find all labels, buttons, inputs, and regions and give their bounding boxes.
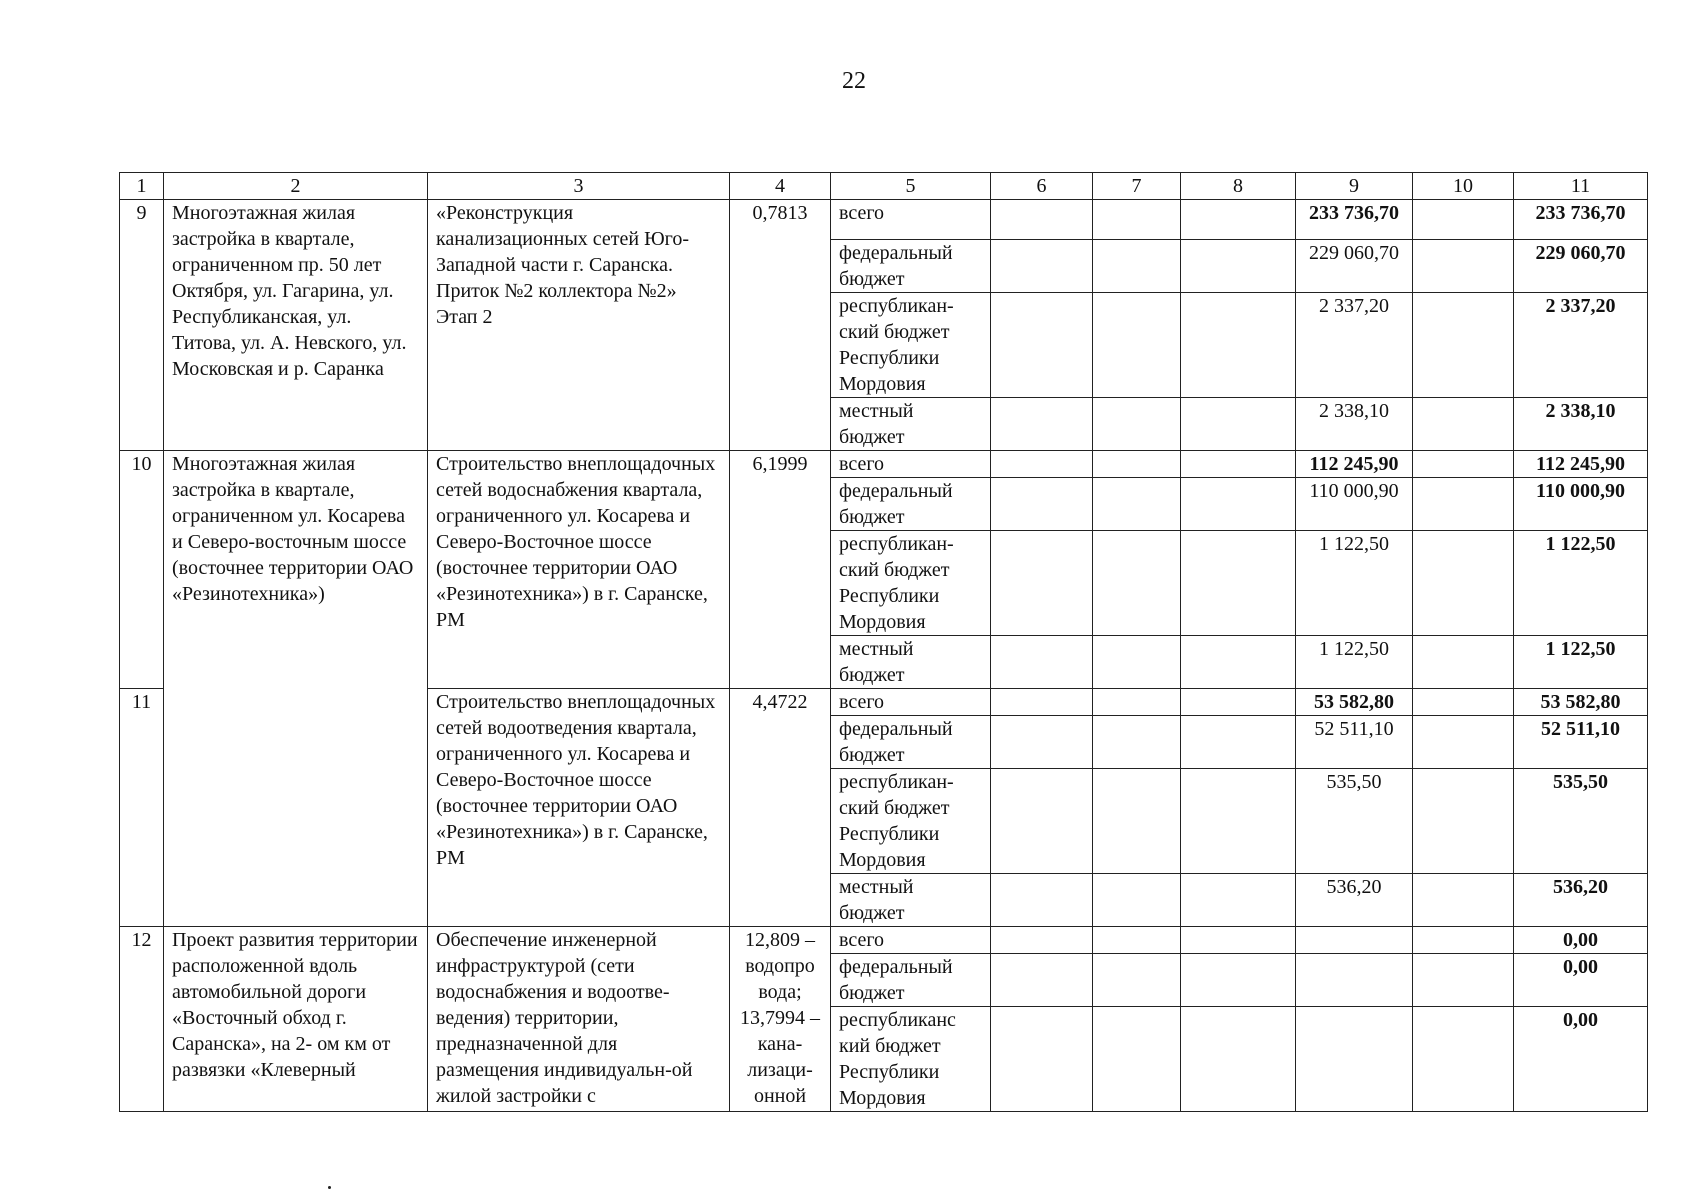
- table-row: [120, 451, 1648, 478]
- amount-total: 53 582,80: [1514, 689, 1648, 716]
- amount-col9: [1296, 1007, 1413, 1112]
- empty-cell: [1181, 240, 1296, 293]
- funding-source: федеральный бюджет: [831, 716, 991, 769]
- capacity-value: 12,809 – водопро вода; 13,7994 – кана-лизаци-онной: [730, 927, 831, 1112]
- header-cell: 3: [428, 173, 730, 200]
- empty-cell: [991, 689, 1093, 716]
- empty-cell: [1181, 769, 1296, 874]
- empty-cell: [991, 874, 1093, 927]
- capacity-value: 4,4722: [730, 689, 831, 927]
- empty-cell: [991, 769, 1093, 874]
- funding-source: федеральный бюджет: [831, 954, 991, 1007]
- page-number: 22: [842, 68, 866, 94]
- project-description: Строительство внеплощадочных сетей водоснабжения квартала, ограниченного ул. Косарева и Северо-Восточное шоссе (восточнее территории ОАО «Резинотехника») в г. Саранске, РМ: [428, 451, 730, 689]
- amount-col9: [1296, 927, 1413, 954]
- empty-cell: [1413, 531, 1514, 636]
- amount-col9: 229 060,70: [1296, 240, 1413, 293]
- amount-total: 0,00: [1514, 1007, 1648, 1112]
- funding-source: республикан-ский бюджет Республики Мордовия: [831, 769, 991, 874]
- amount-col9: 110 000,90: [1296, 478, 1413, 531]
- empty-cell: [1093, 240, 1181, 293]
- empty-cell: [1413, 689, 1514, 716]
- empty-cell: [1413, 478, 1514, 531]
- empty-cell: [1413, 636, 1514, 689]
- amount-col9: 53 582,80: [1296, 689, 1413, 716]
- empty-cell: [1181, 478, 1296, 531]
- empty-cell: [1093, 1007, 1181, 1112]
- amount-total: 535,50: [1514, 769, 1648, 874]
- empty-cell: [1413, 927, 1514, 954]
- funding-source: всего: [831, 927, 991, 954]
- header-cell: 8: [1181, 173, 1296, 200]
- funding-source: всего: [831, 200, 991, 240]
- empty-cell: [1181, 716, 1296, 769]
- empty-cell: [1413, 200, 1514, 240]
- empty-cell: [1093, 293, 1181, 398]
- empty-cell: [1413, 1007, 1514, 1112]
- amount-col9: 536,20: [1296, 874, 1413, 927]
- empty-cell: [1413, 954, 1514, 1007]
- empty-cell: [1413, 398, 1514, 451]
- empty-cell: [1181, 874, 1296, 927]
- row-number: 9: [120, 200, 164, 451]
- amount-total: 2 338,10: [1514, 398, 1648, 451]
- header-cell: 11: [1514, 173, 1648, 200]
- empty-cell: [1093, 478, 1181, 531]
- header-cell: 9: [1296, 173, 1413, 200]
- header-cell: 7: [1093, 173, 1181, 200]
- row-number: 10: [120, 451, 164, 689]
- funding-table: [119, 172, 1648, 1112]
- object-name: Многоэтажная жилая застройка в квартале, ограниченном пр. 50 лет Октября, ул. Гагарина, ул. Республиканская, ул. Титова, ул. А. Невского, ул. Московская и р. Саранка: [164, 200, 428, 451]
- amount-col9: 112 245,90: [1296, 451, 1413, 478]
- amount-total: 233 736,70: [1514, 200, 1648, 240]
- empty-cell: [1181, 689, 1296, 716]
- empty-cell: [991, 716, 1093, 769]
- empty-cell: [1413, 451, 1514, 478]
- empty-cell: [1093, 716, 1181, 769]
- amount-total: 2 337,20: [1514, 293, 1648, 398]
- empty-cell: [991, 531, 1093, 636]
- object-name: Многоэтажная жилая застройка в квартале, ограниченном ул. Косарева и Северо-восточным шоссе (восточнее территории ОАО «Резинотехника»): [164, 451, 428, 927]
- funding-source: местный бюджет: [831, 874, 991, 927]
- amount-col9: 2 337,20: [1296, 293, 1413, 398]
- capacity-value: 0,7813: [730, 200, 831, 451]
- header-cell: 6: [991, 173, 1093, 200]
- funding-source: республиканс кий бюджет Республики Мордовия: [831, 1007, 991, 1112]
- amount-total: 536,20: [1514, 874, 1648, 927]
- amount-total: 1 122,50: [1514, 531, 1648, 636]
- header-cell: 2: [164, 173, 428, 200]
- amount-col9: [1296, 954, 1413, 1007]
- header-cell: 1: [120, 173, 164, 200]
- empty-cell: [1181, 1007, 1296, 1112]
- object-name: Проект развития территории расположенной вдоль автомобильной дороги «Восточный обход г. Саранска», на 2- ом км от развязки «Клеверный: [164, 927, 428, 1112]
- funding-source: местный бюджет: [831, 636, 991, 689]
- amount-col9: 1 122,50: [1296, 636, 1413, 689]
- header-cell: 10: [1413, 173, 1514, 200]
- empty-cell: [1181, 200, 1296, 240]
- empty-cell: [1181, 531, 1296, 636]
- empty-cell: [1181, 927, 1296, 954]
- empty-cell: [991, 293, 1093, 398]
- empty-cell: [991, 451, 1093, 478]
- amount-col9: 2 338,10: [1296, 398, 1413, 451]
- funding-source: федеральный бюджет: [831, 478, 991, 531]
- amount-col9: 52 511,10: [1296, 716, 1413, 769]
- row-number: 12: [120, 927, 164, 1112]
- funding-source: всего: [831, 689, 991, 716]
- amount-total: 0,00: [1514, 927, 1648, 954]
- empty-cell: [1093, 874, 1181, 927]
- empty-cell: [991, 954, 1093, 1007]
- empty-cell: [991, 636, 1093, 689]
- scan-speck: [328, 1186, 331, 1189]
- empty-cell: [1413, 293, 1514, 398]
- empty-cell: [1413, 874, 1514, 927]
- empty-cell: [1093, 451, 1181, 478]
- funding-source: местный бюджет: [831, 398, 991, 451]
- empty-cell: [1181, 954, 1296, 1007]
- amount-total: 112 245,90: [1514, 451, 1648, 478]
- empty-cell: [1413, 769, 1514, 874]
- header-row: [120, 173, 1648, 200]
- empty-cell: [1093, 398, 1181, 451]
- empty-cell: [991, 200, 1093, 240]
- amount-total: 52 511,10: [1514, 716, 1648, 769]
- empty-cell: [1181, 293, 1296, 398]
- amount-total: 229 060,70: [1514, 240, 1648, 293]
- empty-cell: [1181, 636, 1296, 689]
- empty-cell: [1093, 954, 1181, 1007]
- table-row: [120, 927, 1648, 954]
- empty-cell: [1093, 636, 1181, 689]
- project-description: Обеспечение инженерной инфраструктурой (сети водоснабжения и водоотве-ведения) территории, предназначенной для размещения индивидуальн-ой жилой застройки с: [428, 927, 730, 1112]
- empty-cell: [991, 927, 1093, 954]
- empty-cell: [991, 1007, 1093, 1112]
- amount-col9: 1 122,50: [1296, 531, 1413, 636]
- header-cell: 4: [730, 173, 831, 200]
- project-description: «Реконструкция канализационных сетей Юго-Западной части г. Саранска. Приток №2 коллектора №2» Этап 2: [428, 200, 730, 451]
- empty-cell: [1093, 200, 1181, 240]
- empty-cell: [1093, 927, 1181, 954]
- empty-cell: [1093, 689, 1181, 716]
- amount-total: 1 122,50: [1514, 636, 1648, 689]
- empty-cell: [991, 478, 1093, 531]
- funding-source: республикан-ский бюджет Республики Мордовия: [831, 293, 991, 398]
- amount-col9: 233 736,70: [1296, 200, 1413, 240]
- amount-total: 110 000,90: [1514, 478, 1648, 531]
- funding-source: всего: [831, 451, 991, 478]
- amount-col9: 535,50: [1296, 769, 1413, 874]
- empty-cell: [1413, 716, 1514, 769]
- empty-cell: [991, 240, 1093, 293]
- table-row: [120, 200, 1648, 240]
- funding-source: республикан-ский бюджет Республики Мордовия: [831, 531, 991, 636]
- empty-cell: [1093, 531, 1181, 636]
- empty-cell: [1181, 398, 1296, 451]
- empty-cell: [1413, 240, 1514, 293]
- empty-cell: [1181, 451, 1296, 478]
- header-cell: 5: [831, 173, 991, 200]
- row-number: 11: [120, 689, 164, 927]
- empty-cell: [1093, 769, 1181, 874]
- amount-total: 0,00: [1514, 954, 1648, 1007]
- capacity-value: 6,1999: [730, 451, 831, 689]
- funding-source: федеральный бюджет: [831, 240, 991, 293]
- project-description: Строительство внеплощадочных сетей водоотведения квартала, ограниченного ул. Косарева и Северо-Восточное шоссе (восточнее территории ОАО «Резинотехника») в г. Саранске, РМ: [428, 689, 730, 927]
- empty-cell: [991, 398, 1093, 451]
